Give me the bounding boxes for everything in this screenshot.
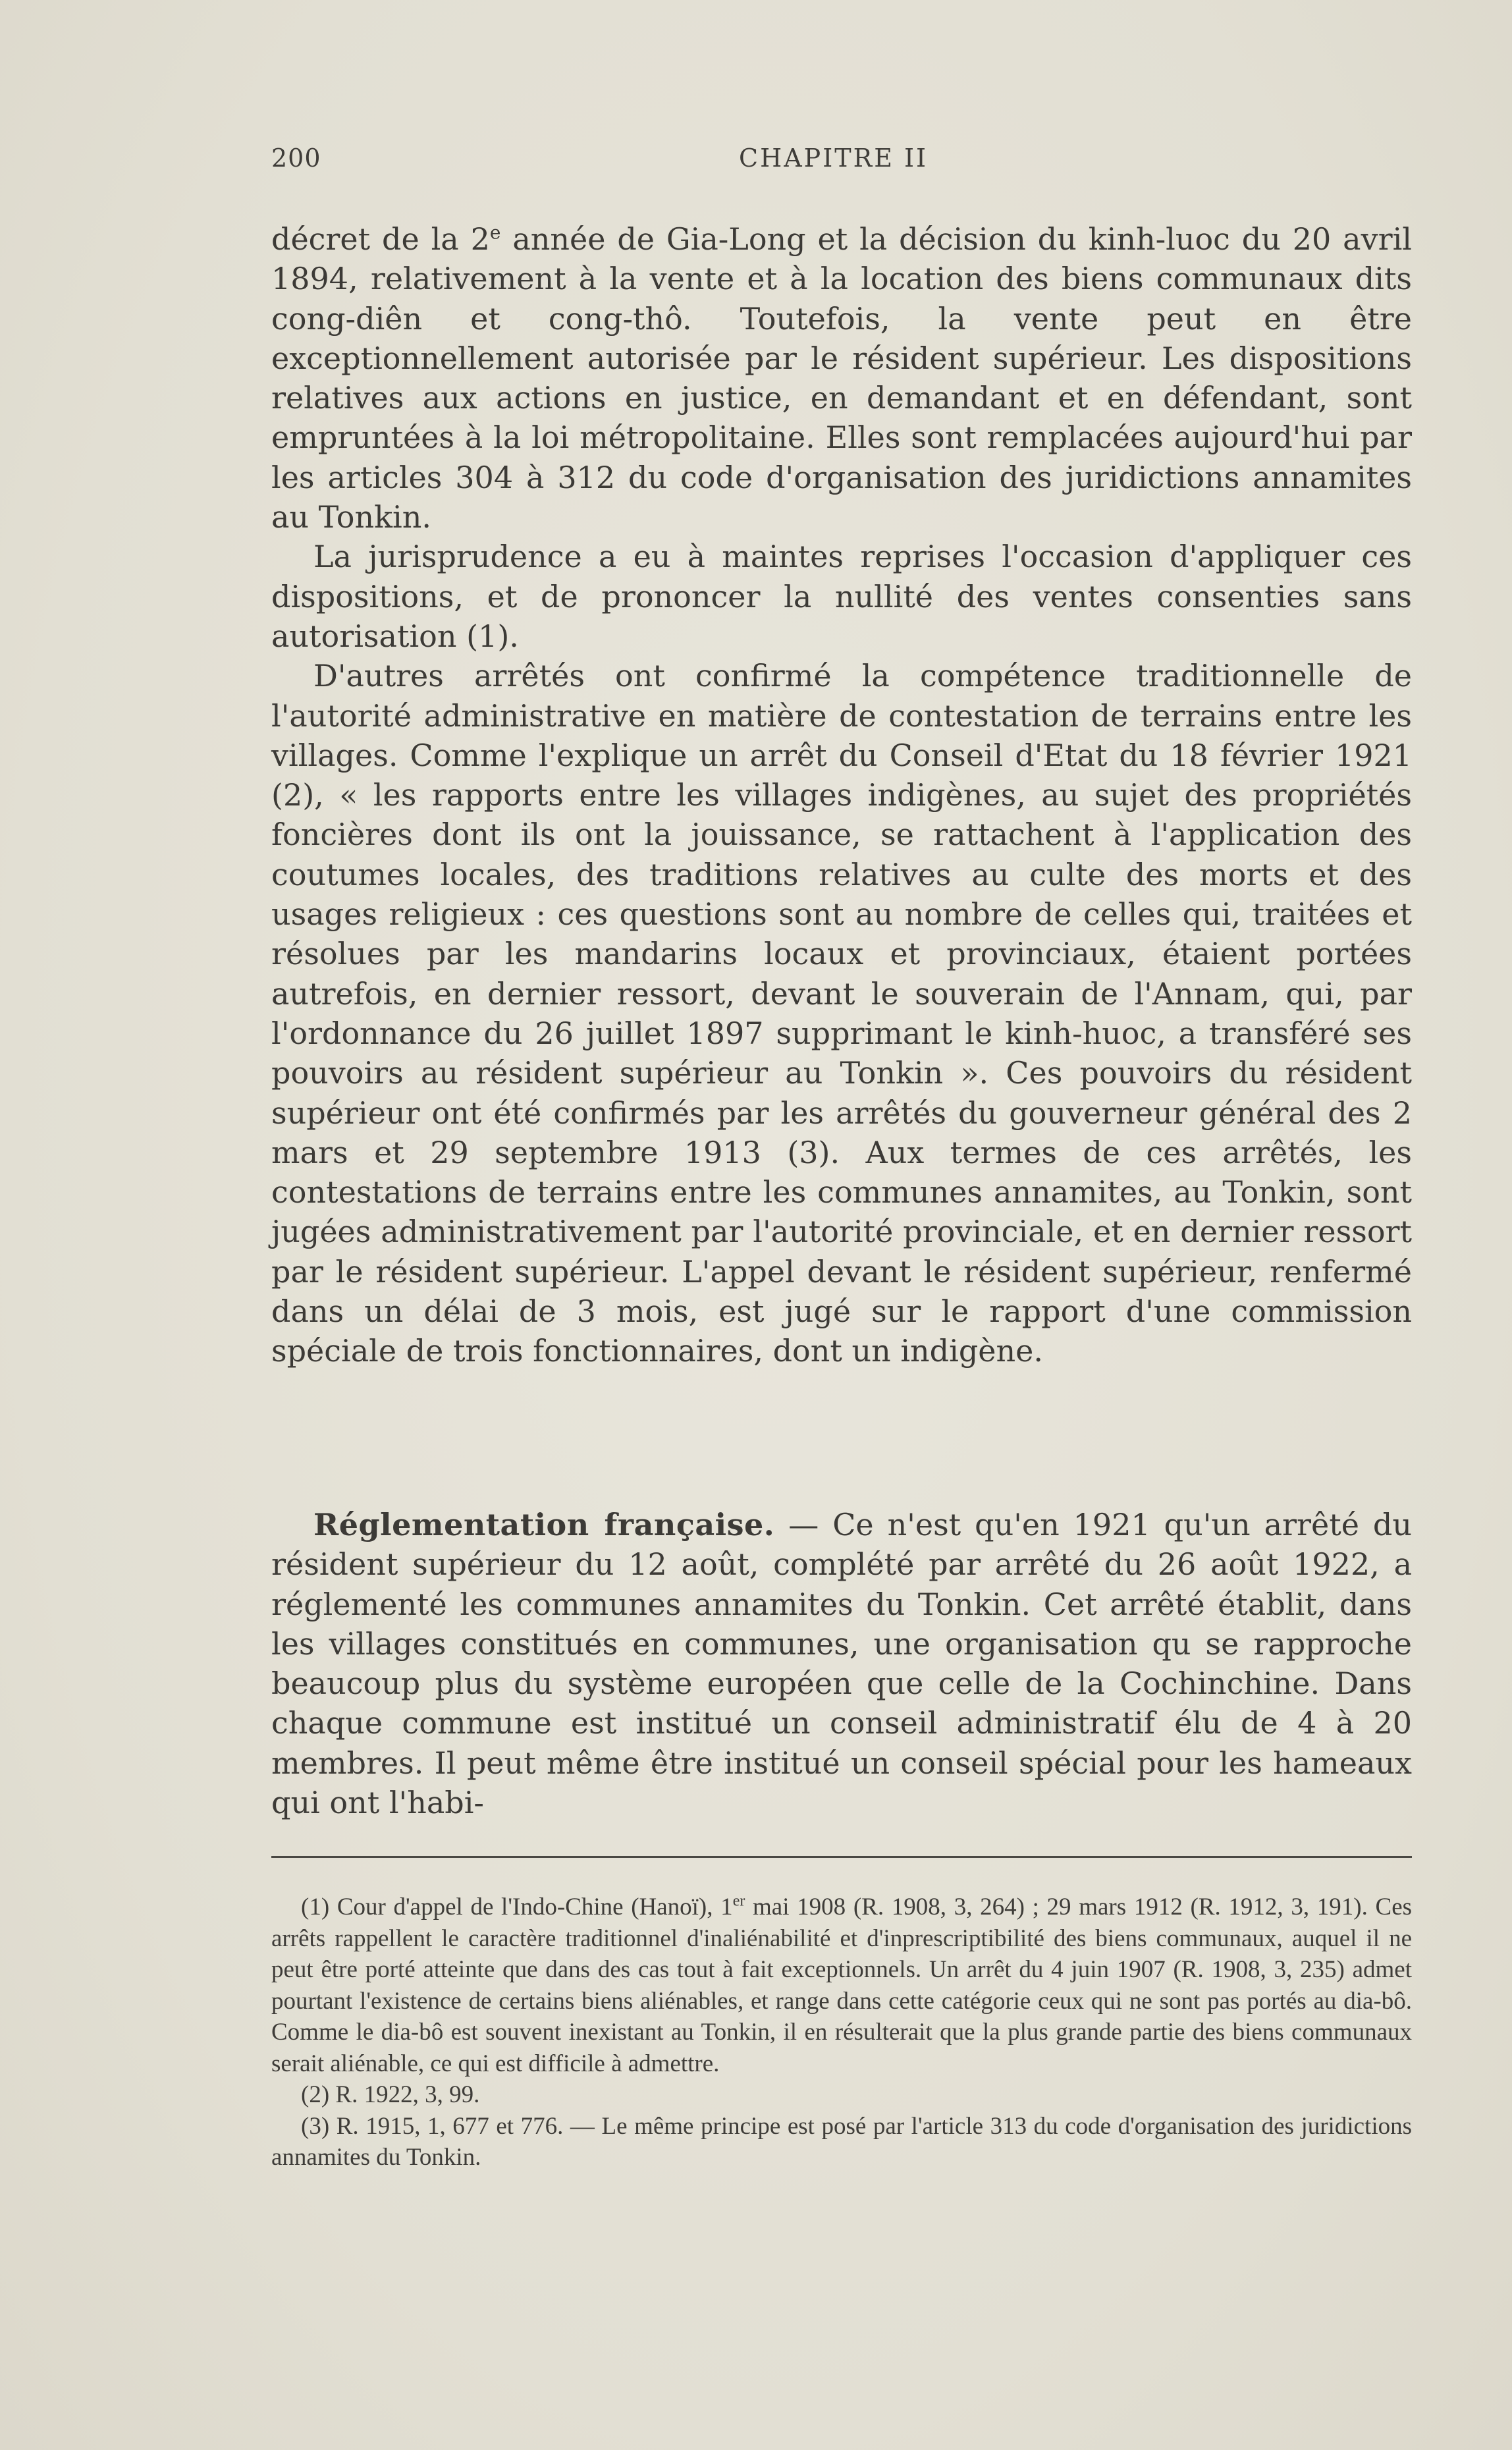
paragraph-1 xyxy=(271,219,1412,537)
footnote-1-superscript: er xyxy=(732,1892,745,1910)
section-text: Ce n'est qu'en 1921 qu'un arrêté du résident supérieur du 12 août, complété par arrêté du 26 août 1922, a réglementé les communes annamites du Tonkin. Cet arrêté établit, dans les villages constitués en communes, une organisation qu se rapproche beaucoup plus du système européen que celle de la Cochinchine. Dans chaque commune est institué un conseil administratif élu de 4 à 20 membres. Il peut même être institué un conseil spécial pour les hameaux qui ont l'habi- xyxy=(271,1507,1412,1821)
ordinal-superscript: e xyxy=(489,221,501,244)
paragraph-1-start: décret de la 2 xyxy=(271,221,490,257)
section-paragraph xyxy=(271,1505,1412,1822)
paragraph-2: La jurisprudence a eu à maintes reprises l'occasion d'appliquer ces dispositions, et de prononcer la nullité des ventes consenties sans autorisation (1). xyxy=(271,539,1412,654)
main-text xyxy=(271,219,1412,1371)
footnote-2: (2) R. 1922, 3, 99. xyxy=(301,2081,480,2108)
heading-dash: — xyxy=(774,1507,833,1542)
footnote-1 xyxy=(271,1892,1412,2079)
footnotes xyxy=(271,1892,1412,2173)
page-header xyxy=(271,144,1412,183)
paragraph-1-rest: année de Gia-Long et la décision du kinh-luoc du 20 avril 1894, relativement à la vente et à la location des biens communaux dits cong-diên et cong-thô. Toutefois, la vente peut en être exceptionnellement autorisée par le résident supérieur. Les dispositions relatives aux actions en justice, en demandant et en défendant, sont empruntées à la loi métropolitaine. Elles sont remplacées aujourd'hui par les articles 304 à 312 du code d'organisation des juridictions annamites au Tonkin. xyxy=(271,221,1412,535)
running-head: CHAPITRE II xyxy=(739,144,929,173)
footnote-3: (3) R. 1915, 1, 677 et 776. — Le même principe est posé par l'article 313 du code d'organisation des juridictions annamites du Tonkin. xyxy=(271,2112,1412,2171)
section-heading: Réglementation française. xyxy=(313,1507,775,1542)
paragraph-3: D'autres arrêtés ont confirmé la compétence traditionnelle de l'autorité administrative en matière de contestation de terrains entre les villages. Comme l'explique un arrêt du Conseil d'Etat du 18 février 1921 (2), « les rapports entre les villages indigènes, au sujet des propriétés foncières dont ils ont la jouissance, se rattachent à l'application des coutumes locales, des traditions relatives au culte des morts et des usages religieux : ces questions sont au nombre de celles qui, traitées et résolues par les mandarins locaux et provinciaux, étaient portées autrefois, en dernier ressort, devant le souverain de l'Annam, qui, par l'ordonnance du 26 juillet 1897 supprimant le kinh-huoc, a transféré ses pouvoirs au résident supérieur au Tonkin ». Ces pouvoirs du résident supérieur ont été confirmés par les arrêtés du gouverneur général des 2 mars et 29 septembre 1913 (3). Aux termes de ces arrêtés, les contestations de terrains entre les communes annamites, au Tonkin, sont jugées administrativement par l'autorité provinciale, et en dernier ressort par le résident supérieur. L'appel devant le résident supérieur, renfermé dans un délai de 3 mois, est jugé sur le rapport d'une commission spéciale de trois fonctionnaires, dont un indigène. xyxy=(271,658,1412,1369)
footnote-divider xyxy=(271,1856,1412,1858)
footnote-1-start: (1) Cour d'appel de l'Indo-Chine (Hanoï), 1 xyxy=(301,1893,733,1920)
page-number: 200 xyxy=(271,144,321,173)
footnote-1-rest: mai 1908 (R. 1908, 3, 264) ; 29 mars 1912 (R. 1912, 3, 191). Ces arrêts rappellent le caractère traditionnel d'inaliénabilité et d'inprescriptibilité des biens communaux, auquel il ne peut être porté atteinte que dans des cas tout à fait exceptionnels. Un arrêt du 4 juin 1907 (R. 1908, 3, 235) admet pourtant l'existence de certains biens aliénables, et range dans cette catégorie ceux qui ne sont pas portés au dia-bô. Comme le dia-bô est souvent inexistant au Tonkin, il en résulterait que la plus grande partie des biens communaux serait aliénable, ce qui est difficile à admettre. xyxy=(271,1893,1413,2077)
section-reglementation xyxy=(271,1505,1412,1822)
